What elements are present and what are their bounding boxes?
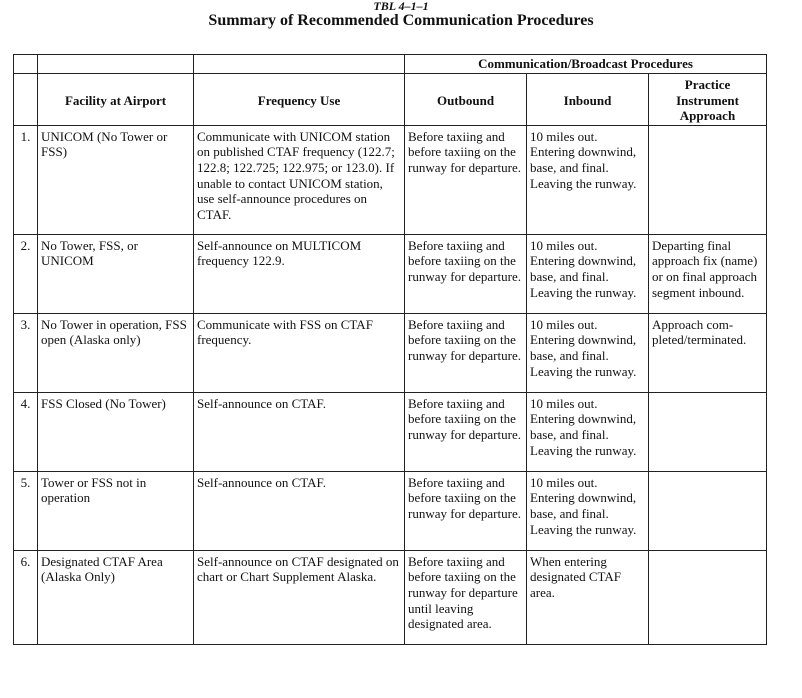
frequency-cell: Communicate with UNICOM station on published CTAF frequency (122.7; 122.8; 122.725; 122.975; or 123.0). If unable to contact UNICOM station, use self-announce procedures on CTAF. [194, 125, 405, 234]
header-number [14, 74, 38, 126]
row-number: 1. [14, 125, 38, 234]
outbound-cell: Before taxiing and before taxiing on the runway for departure. [405, 125, 527, 234]
facility-cell: No Tower, FSS, or UNICOM [38, 234, 194, 313]
practice-cell: Approach com-pleted/terminated. [649, 313, 767, 392]
row-number: 2. [14, 234, 38, 313]
facility-cell: FSS Closed (No Tower) [38, 392, 194, 471]
practice-cell [649, 471, 767, 550]
practice-cell [649, 125, 767, 234]
inbound-cell: When entering designated CTAF area. [527, 550, 649, 644]
header-row-group [14, 55, 767, 74]
header-inbound: Inbound [527, 74, 649, 126]
inbound-cell: 10 miles out. Entering downwind, base, and final. Leaving the runway. [527, 125, 649, 234]
table-row [14, 313, 767, 392]
header-outbound: Outbound [405, 74, 527, 126]
practice-cell [649, 392, 767, 471]
inbound-cell: 10 miles out. Entering downwind, base, and final. Leaving the runway. [527, 313, 649, 392]
row-number: 3. [14, 313, 38, 392]
header-empty-cell [38, 55, 194, 74]
practice-cell [649, 550, 767, 644]
facility-cell: UNICOM (No Tower or FSS) [38, 125, 194, 234]
facility-cell: Designated CTAF Area (Alaska Only) [38, 550, 194, 644]
frequency-cell: Communicate with FSS on CTAF frequency. [194, 313, 405, 392]
frequency-cell: Self-announce on CTAF designated on chart or Chart Supplement Alaska. [194, 550, 405, 644]
row-number: 6. [14, 550, 38, 644]
facility-cell: No Tower in operation, FSS open (Alaska only) [38, 313, 194, 392]
inbound-cell: 10 miles out. Entering downwind, base, and final. Leaving the runway. [527, 392, 649, 471]
outbound-cell: Before taxiing and before taxiing on the runway for departure. [405, 313, 527, 392]
table-row [14, 550, 767, 644]
table-row [14, 392, 767, 471]
inbound-cell: 10 miles out. Entering downwind, base, and final. Leaving the runway. [527, 471, 649, 550]
header-frequency: Frequency Use [194, 74, 405, 126]
outbound-cell: Before taxiing and before taxiing on the runway for departure. [405, 471, 527, 550]
row-number: 5. [14, 471, 38, 550]
frequency-cell: Self-announce on MULTICOM frequency 122.9. [194, 234, 405, 313]
table-id: TBL 4–1–1 [373, 0, 429, 13]
outbound-cell: Before taxiing and before taxiing on the runway for departure. [405, 234, 527, 313]
header-practice: Practice Instrument Approach [649, 74, 767, 126]
header-facility: Facility at Airport [38, 74, 194, 126]
frequency-cell: Self-announce on CTAF. [194, 471, 405, 550]
header-row-columns [14, 74, 767, 126]
header-empty-cell [14, 55, 38, 74]
procedures-table [13, 54, 767, 645]
table-row [14, 125, 767, 234]
row-number: 4. [14, 392, 38, 471]
table-row [14, 234, 767, 313]
inbound-cell: 10 miles out. Entering downwind, base, and final. Leaving the runway. [527, 234, 649, 313]
table-title: Summary of Recommended Communication Procedures [208, 12, 594, 29]
outbound-cell: Before taxiing and before taxiing on the runway for departure. [405, 392, 527, 471]
header-group-communication: Communication/Broadcast Procedures [405, 55, 767, 74]
header-empty-cell [194, 55, 405, 74]
table-row [14, 471, 767, 550]
practice-cell: Departing final approach fix (name) or on final approach segment inbound. [649, 234, 767, 313]
facility-cell: Tower or FSS not in operation [38, 471, 194, 550]
outbound-cell: Before taxiing and before taxiing on the runway for departure until leaving designated area. [405, 550, 527, 644]
table-body [14, 125, 767, 644]
frequency-cell: Self-announce on CTAF. [194, 392, 405, 471]
